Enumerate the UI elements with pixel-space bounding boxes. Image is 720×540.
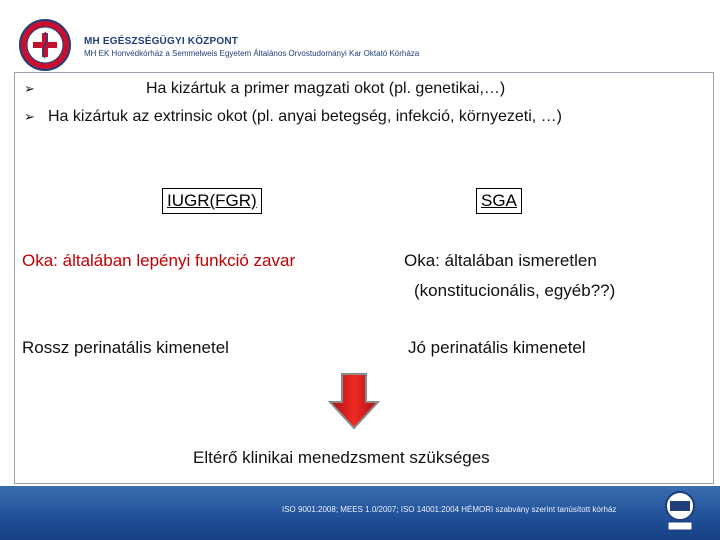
medical-center-crest-icon xyxy=(18,18,76,72)
header xyxy=(0,0,720,72)
arrow-bullet-icon: ➢ xyxy=(24,109,35,124)
conclusion-text: Eltérő klinikai menedzsment szükséges xyxy=(193,448,490,467)
arrow-bullet-icon: ➢ xyxy=(24,81,35,96)
iugr-outcome: Rossz perinatális kimenetel xyxy=(22,338,229,357)
sga-term: SGA xyxy=(476,188,522,214)
bullet-text: Ha kizártuk az extrinsic okot (pl. anyai betegség, infekció, környezeti, …) xyxy=(48,108,562,125)
tuv-seal-icon xyxy=(662,490,698,532)
org-name: MH EGÉSZSÉGÜGYI KÖZPONT xyxy=(84,36,239,47)
org-subtitle: MH EK Honvédkórház a Semmelweis Egyetem Általános Orvostudományi Kar Oktató Kórháza xyxy=(84,49,420,58)
iugr-cause: Oka: általában lepényi funkció zavar xyxy=(22,251,296,270)
certification-text: ISO 9001:2008; MEES 1.0/2007; ISO 14001:2004 HÉMORI szabvány szerint tanúsított kórház xyxy=(282,505,617,514)
bullet-item xyxy=(24,80,505,98)
down-arrow-icon xyxy=(328,372,380,430)
sga-cause: Oka: általában ismeretlen xyxy=(404,251,597,270)
bullet-text: Ha kizártuk a primer magzati okot (pl. genetikai,…) xyxy=(146,80,506,97)
bullet-item xyxy=(24,108,562,126)
sga-outcome: Jó perinatális kimenetel xyxy=(408,338,586,357)
iugr-term: IUGR(FGR) xyxy=(162,188,262,214)
sga-cause-detail: (konstitucionális, egyéb??) xyxy=(414,281,616,300)
